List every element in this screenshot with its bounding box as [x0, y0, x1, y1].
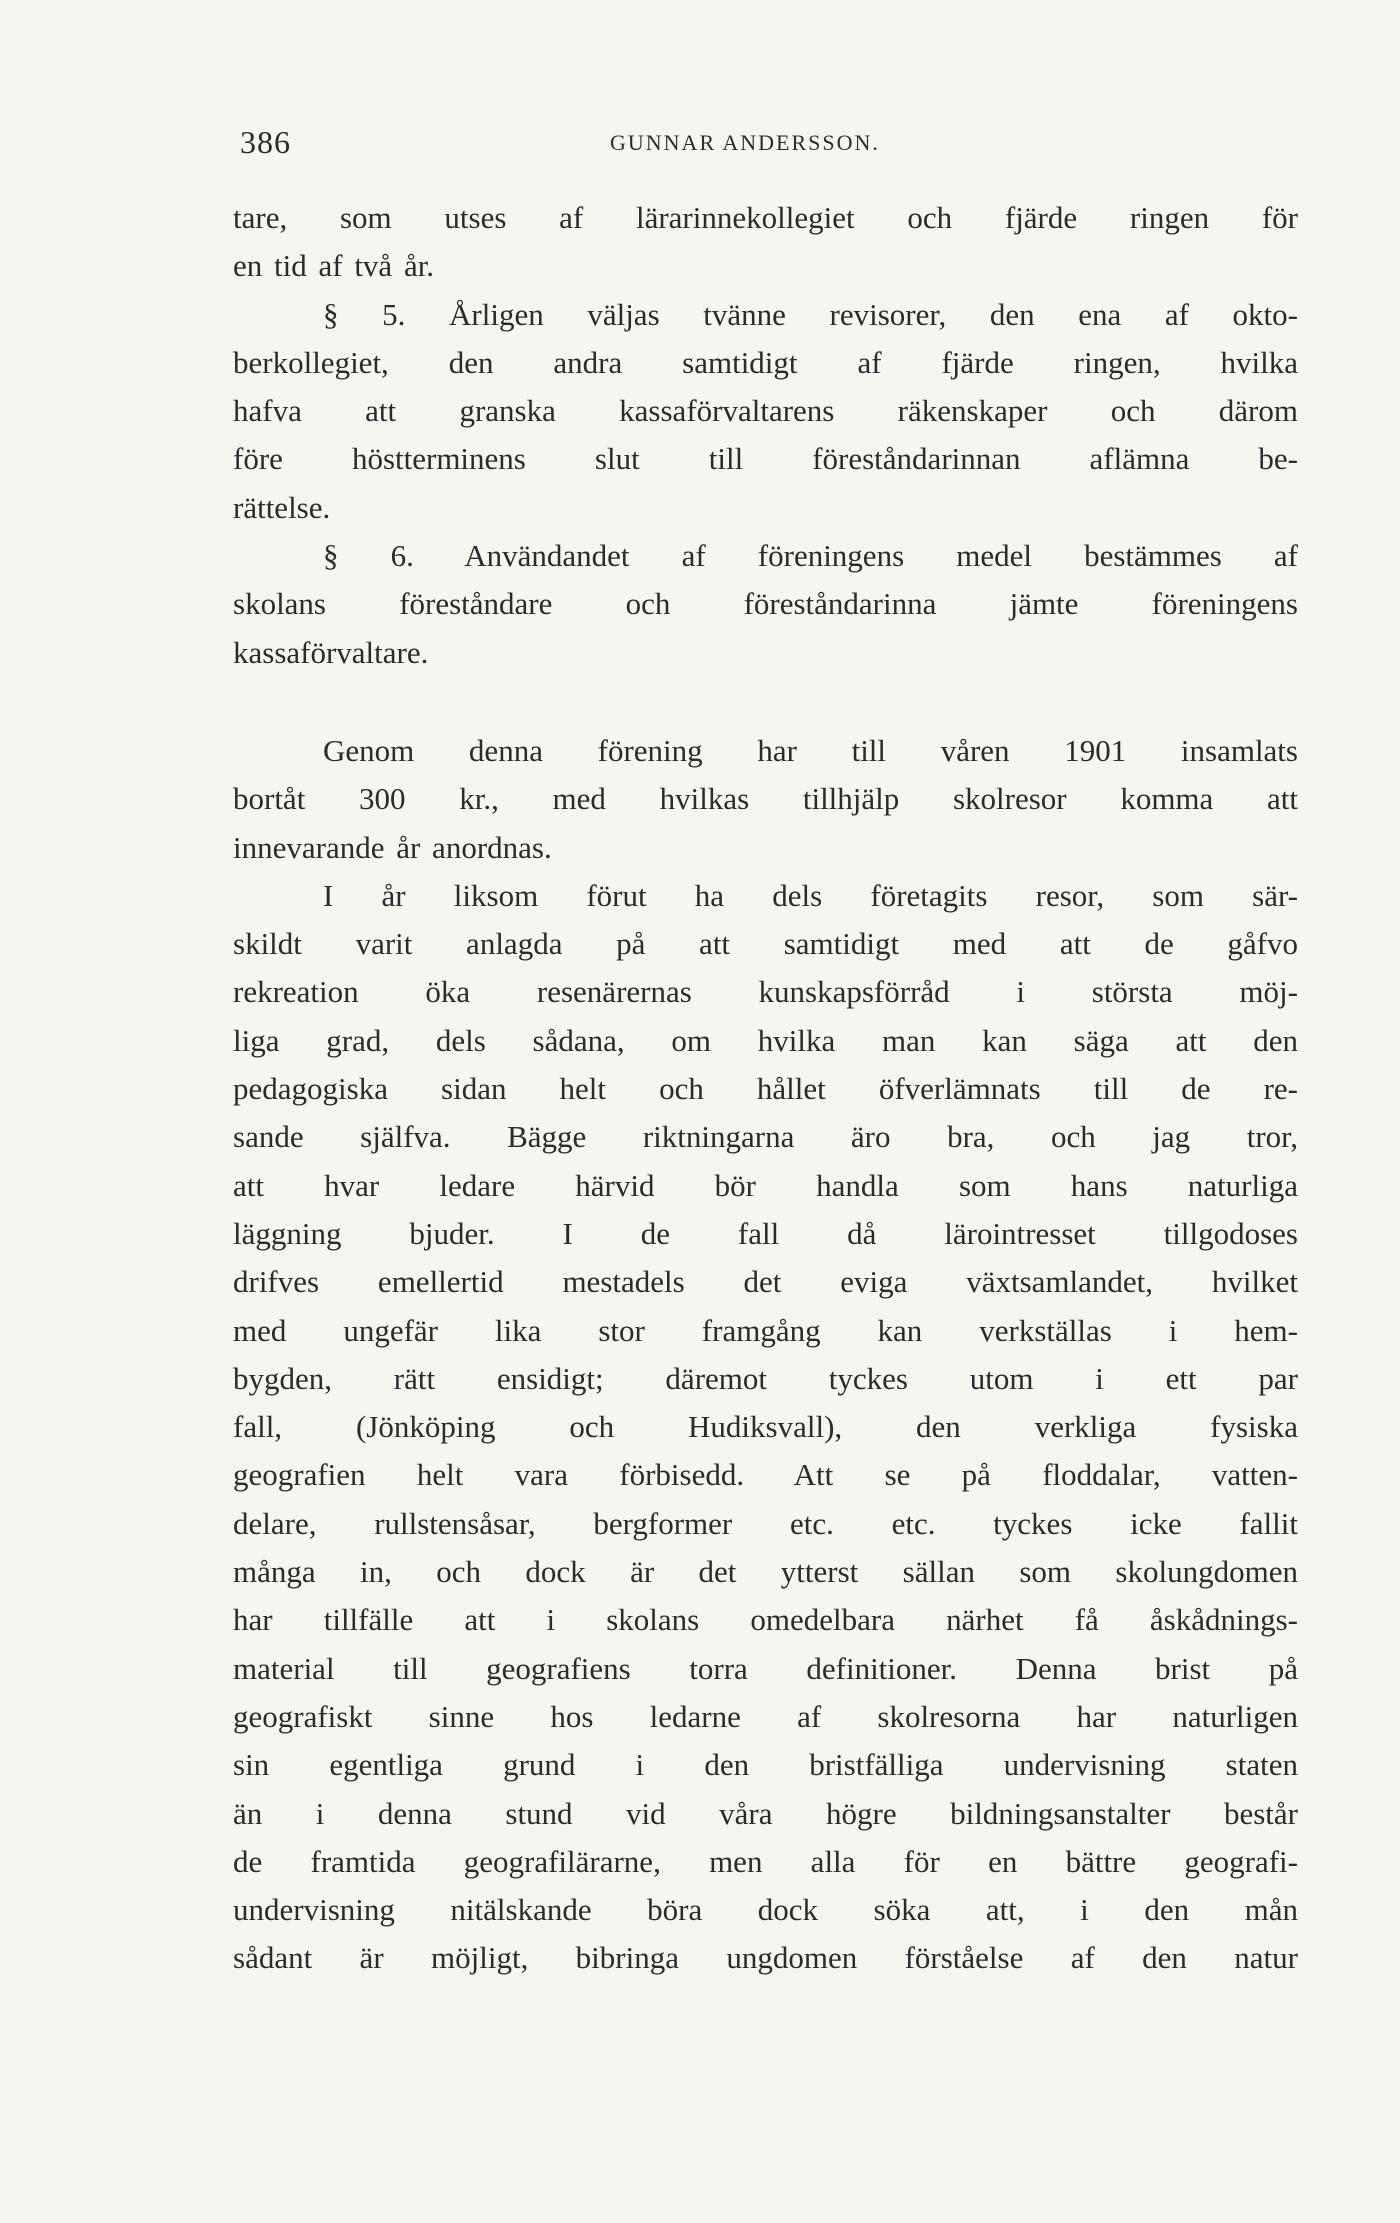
text-line: sin egentliga grund i den bristfälliga undervisning staten	[233, 1747, 1298, 1783]
text-line: sådant är möjligt, bibringa ungdomen förståelse af den natur	[233, 1940, 1298, 1976]
text-line: före höstterminens slut till föreståndarinnan aflämna be-	[233, 441, 1298, 477]
page-number: 386	[240, 124, 291, 160]
text-line: drifves emellertid mestadels det eviga växtsamlandet, hvilket	[233, 1264, 1298, 1300]
text-line: skildt varit anlagda på att samtidigt med att de gåfvo	[233, 926, 1298, 962]
text-line: geografiskt sinne hos ledarne af skolresorna har naturligen	[233, 1698, 1298, 1734]
text-line: kassaförvaltare.	[233, 634, 429, 670]
text-line: att hvar ledare härvid bör handla som hans naturliga	[233, 1167, 1298, 1203]
text-line: delare, rullstensåsar, bergformer etc. etc. tyckes icke fallit	[233, 1505, 1298, 1541]
text-line: läggning bjuder. I de fall då lärointresset tillgodoses	[233, 1215, 1298, 1251]
text-line: med ungefär lika stor framgång kan verkställas i hem-	[233, 1312, 1298, 1348]
text-line: de framtida geografilärarne, men alla för en bättre geografi-	[233, 1843, 1298, 1879]
text-line: undervisning nitälskande böra dock söka att, i den mån	[233, 1892, 1298, 1928]
text-line: hafva att granska kassaförvaltarens räkenskaper och därom	[233, 393, 1298, 429]
running-head: GUNNAR ANDERSSON.	[610, 130, 880, 155]
text-line: fall, (Jönköping och Hudiksvall), den verkliga fysiska	[233, 1409, 1298, 1445]
text-line: har tillfälle att i skolans omedelbara närhet få åskådnings-	[233, 1602, 1298, 1638]
text-line: § 6. Användandet af föreningens medel bestämmes af	[323, 538, 1298, 574]
text-line: skolans föreståndare och föreståndarinna jämte föreningens	[233, 586, 1298, 622]
text-line: rekreation öka resenärernas kunskapsförråd i största möj-	[233, 974, 1298, 1010]
text-line: rättelse.	[233, 489, 331, 525]
text-line: berkollegiet, den andra samtidigt af fjärde ringen, hvilka	[233, 344, 1298, 380]
text-line: innevarande år anordnas.	[233, 829, 552, 865]
text-line: geografien helt vara förbisedd. Att se på floddalar, vatten-	[233, 1457, 1298, 1493]
paragraph-gap	[233, 677, 1298, 727]
text-line: sande själfva. Bägge riktningarna äro bra, och jag tror,	[233, 1119, 1298, 1155]
text-line: en tid af två år.	[233, 248, 435, 284]
text-line: pedagogiska sidan helt och hållet öfverlämnats till de re-	[233, 1071, 1298, 1107]
text-line: många in, och dock är det ytterst sällan som skolungdomen	[233, 1554, 1298, 1590]
text-line: § 5. Årligen väljas tvänne revisorer, den ena af okto-	[323, 296, 1298, 332]
text-line: tare, som utses af lärarinnekollegiet och fjärde ringen för	[233, 200, 1298, 235]
text-line: material till geografiens torra definitioner. Denna brist på	[233, 1650, 1298, 1686]
text-line: bygden, rätt ensidigt; däremot tyckes utom i ett par	[233, 1360, 1298, 1396]
text-line: liga grad, dels sådana, om hvilka man kan säga att den	[233, 1022, 1298, 1058]
text-line: I år liksom förut ha dels företagits resor, som sär-	[323, 877, 1298, 913]
page-header	[240, 124, 1290, 164]
text-line: bortåt 300 kr., med hvilkas tillhjälp skolresor komma att	[233, 781, 1298, 817]
text-line: Genom denna förening har till våren 1901 insamlats	[323, 732, 1298, 768]
body-text	[233, 194, 1298, 1983]
text-line: än i denna stund vid våra högre bildningsanstalter består	[233, 1795, 1298, 1831]
